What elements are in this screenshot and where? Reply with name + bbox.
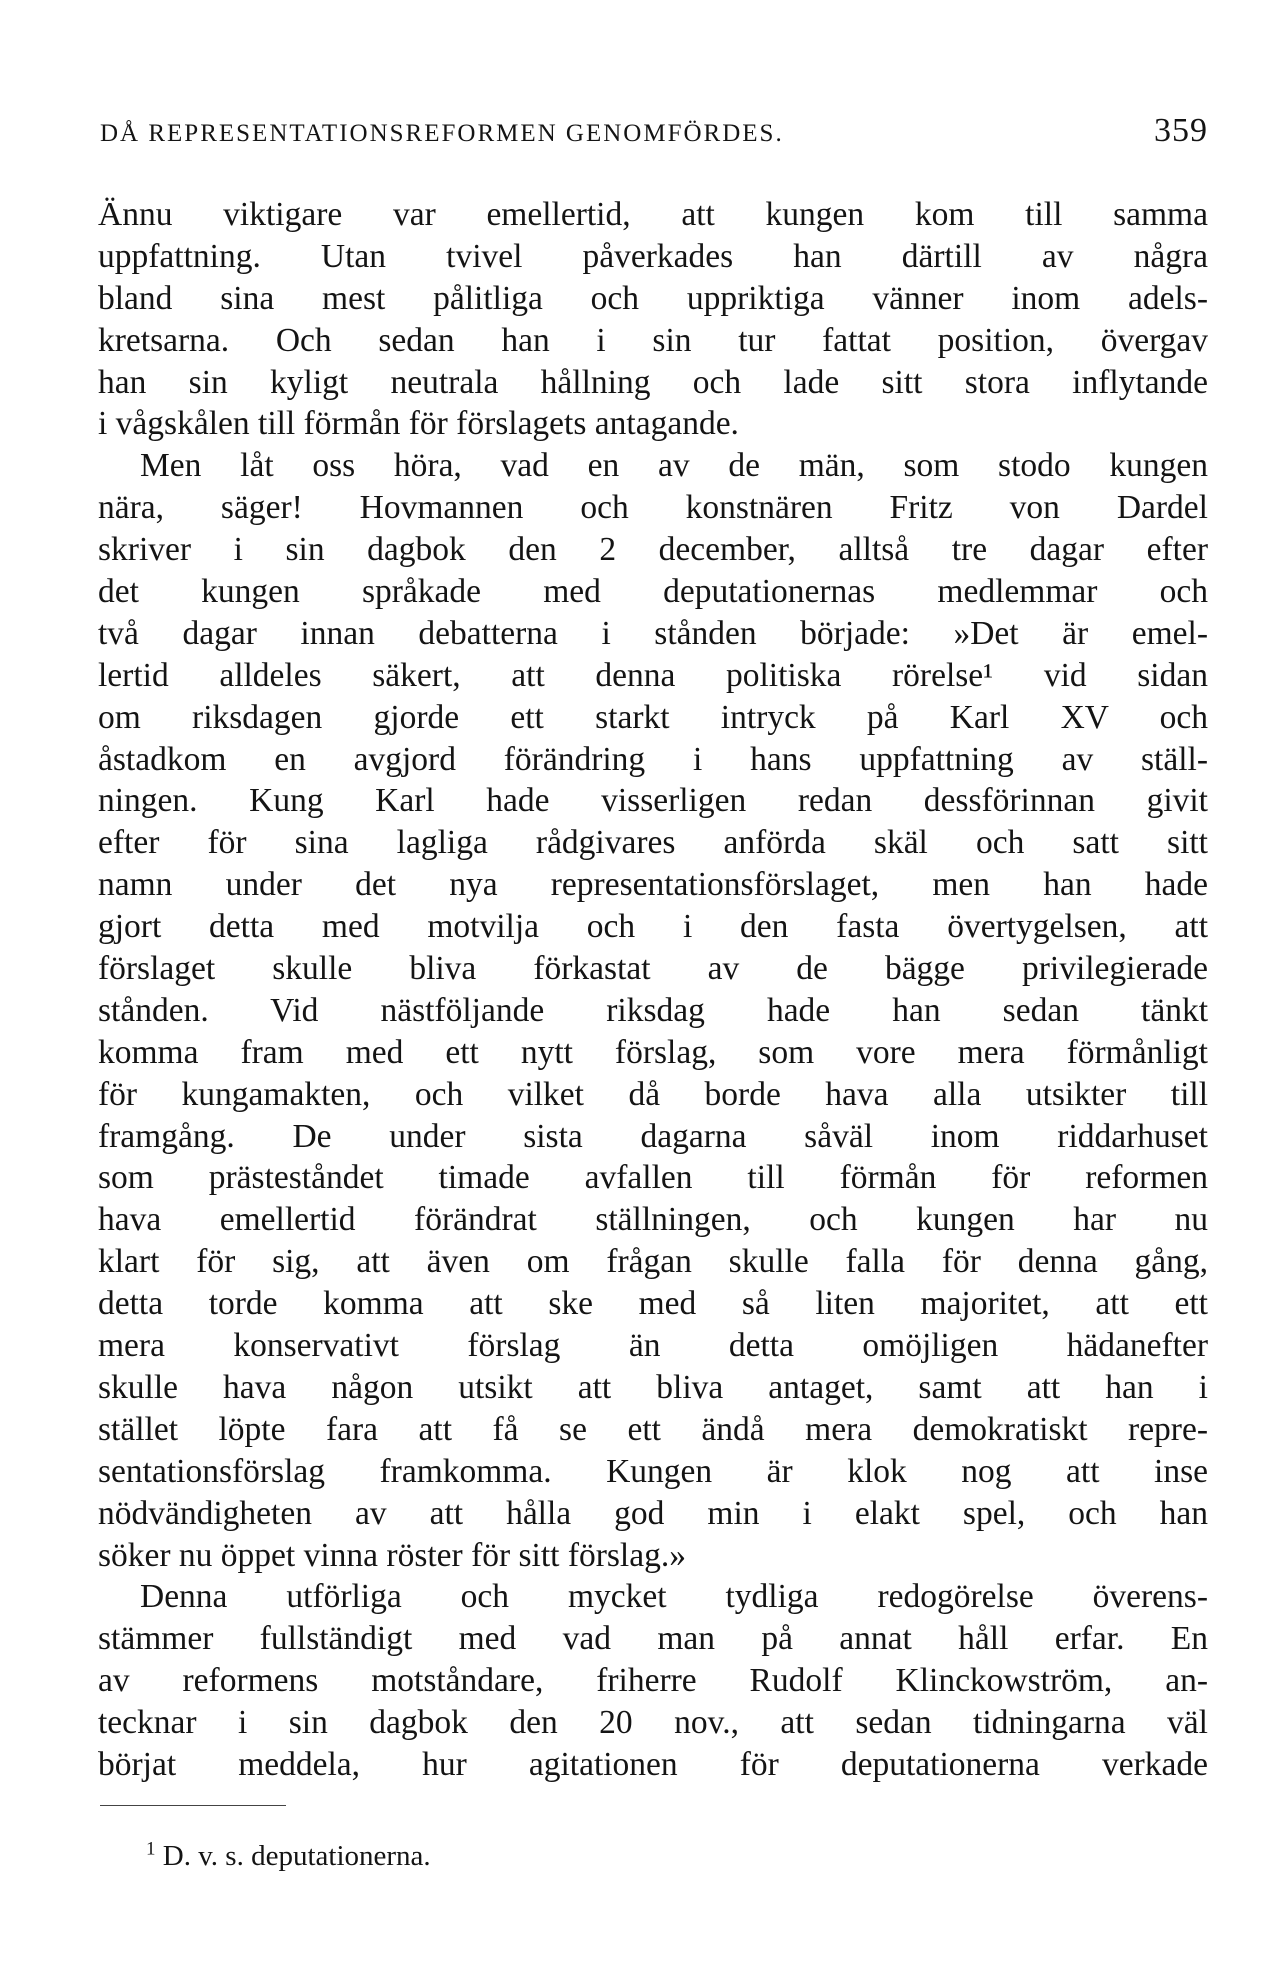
text-line: mera konservativt förslag än detta omöjligen hädanefter (98, 1327, 1208, 1365)
text-line: efter för sina lagliga rådgivares anförda skäl och satt sitt (98, 824, 1208, 862)
text-line: åstadkom en avgjord förändring i hans uppfattning av ställ- (98, 740, 1208, 778)
text-line: Men låt oss höra, vad en av de män, som stodo kungen (140, 447, 1208, 485)
text-line: kretsarna. Och sedan han i sin tur fattat position, övergav (98, 321, 1208, 359)
text-line: för kungamakten, och vilket då borde hava alla utsikter till (98, 1075, 1208, 1113)
text-line: stånden. Vid nästföljande riksdag hade han sedan tänkt (98, 991, 1208, 1029)
text-line: börjat meddela, hur agitationen för deputationerna verkade (98, 1745, 1208, 1783)
text-line: uppfattning. Utan tvivel påverkades han därtill av några (98, 237, 1208, 275)
text-line: Denna utförliga och mycket tydliga redogörelse överens- (140, 1578, 1208, 1616)
text-line: skulle hava någon utsikt att bliva antaget, samt att han i (98, 1368, 1208, 1406)
text-line: av reformens motståndare, friherre Rudolf Klinckowström, an- (98, 1662, 1208, 1700)
text-line: stämmer fullständigt med vad man på annat håll erfar. En (98, 1620, 1208, 1658)
text-line: bland sina mest pålitliga och uppriktiga vänner inom adels- (98, 279, 1208, 317)
footnote (146, 1838, 431, 1874)
text-line: lertid alldeles säkert, att denna politiska rörelse¹ vid sidan (98, 656, 1208, 694)
body-text (98, 194, 1208, 1786)
text-line: nära, säger! Hovmannen och konstnären Fritz von Dardel (98, 489, 1208, 527)
text-line: han sin kyligt neutrala hållning och lade sitt stora inflytande (98, 363, 1208, 401)
text-line: sentationsförslag framkomma. Kungen är klok nog att inse (98, 1452, 1208, 1490)
footnote-rule (100, 1805, 286, 1806)
text-line: som prästeståndet timade avfallen till förmån för reformen (98, 1159, 1208, 1197)
page-number: 359 (1154, 112, 1208, 149)
text-line: nödvändigheten av att hålla god min i elakt spel, och han (98, 1494, 1208, 1532)
footnote-marker: 1 (146, 1838, 156, 1860)
text-line: om riksdagen gjorde ett starkt intryck på Karl XV och (98, 698, 1208, 736)
footnote-text: D. v. s. deputationerna. (162, 1840, 431, 1872)
text-line: klart för sig, att även om frågan skulle falla för denna gång, (98, 1243, 1208, 1281)
text-line: framgång. De under sista dagarna såväl inom riddarhuset (98, 1117, 1208, 1155)
running-head (100, 112, 1208, 160)
text-line: det kungen språkade med deputationernas medlemmar och (98, 573, 1208, 611)
text-line: komma fram med ett nytt förslag, som vore mera förmånligt (98, 1033, 1208, 1071)
text-line: namn under det nya representationsförslaget, men han hade (98, 866, 1208, 904)
text-line: två dagar innan debatterna i stånden började: »Det är emel- (98, 614, 1208, 652)
text-line: ningen. Kung Karl hade visserligen redan dessförinnan givit (98, 782, 1208, 820)
text-line: Ännu viktigare var emellertid, att kungen kom till samma (98, 196, 1208, 233)
text-line: hava emellertid förändrat ställningen, och kungen har nu (98, 1201, 1208, 1239)
text-line: gjort detta med motvilja och i den fasta övertygelsen, att (98, 908, 1208, 946)
text-line: tecknar i sin dagbok den 20 nov., att sedan tidningarna väl (98, 1704, 1208, 1742)
text-line: söker nu öppet vinna röster för sitt förslag.» (98, 1536, 686, 1574)
text-line: detta torde komma att ske med så liten majoritet, att ett (98, 1285, 1208, 1323)
running-title: DÅ REPRESENTATIONSREFORMEN GENOMFÖRDES. (100, 120, 784, 147)
text-line: i vågskålen till förmån för förslagets antagande. (98, 405, 739, 443)
text-line: skriver i sin dagbok den 2 december, alltså tre dagar efter (98, 531, 1208, 569)
text-line: förslaget skulle bliva förkastat av de bägge privilegierade (98, 950, 1208, 988)
text-line: stället löpte fara att få se ett ändå mera demokratiskt repre- (98, 1410, 1208, 1448)
